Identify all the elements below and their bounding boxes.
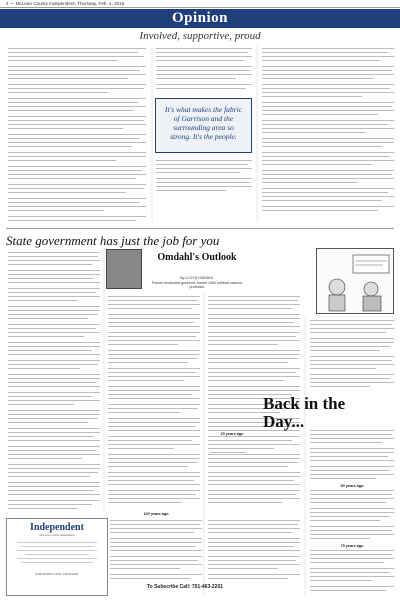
years-ago-1: 25 years ago	[220, 432, 244, 436]
byline-name: By LLOYD OMDAHL	[180, 276, 214, 280]
masthead-box	[6, 518, 108, 596]
masthead-title: Independent	[30, 522, 84, 533]
years-ago-4: 100 years ago	[143, 512, 169, 516]
years-ago-3: 75 years ago	[340, 544, 364, 548]
editorial-headline: Involved, supportive, proud	[139, 30, 261, 42]
masthead-text-lines	[7, 538, 107, 568]
pull-quote: It's what makes the fabric of Garrison and the surrounding area so strong. It's the people.	[155, 98, 252, 153]
years-ago-2: 50 years ago	[340, 484, 364, 488]
back-in-the-day-title: Back in the Day...	[263, 394, 346, 431]
subscribe-line: To Subscribe Call: 701-463-2201	[146, 584, 224, 590]
masthead-line-2: PUBLISHED EVERY THURSDAY	[35, 571, 79, 576]
masthead-line-1: McLean County Independent	[39, 533, 75, 537]
story-headline: State government has just the job for you	[6, 233, 220, 248]
section-title: Opinion	[0, 9, 400, 28]
column-title: Omdahl's Outlook	[157, 252, 237, 263]
page-folio: 4 — McLean County Independent, Thursday, Feb. 4, 2016	[0, 0, 400, 8]
byline-credit: Former lieutenant governor, former UND political science professor	[151, 280, 243, 289]
